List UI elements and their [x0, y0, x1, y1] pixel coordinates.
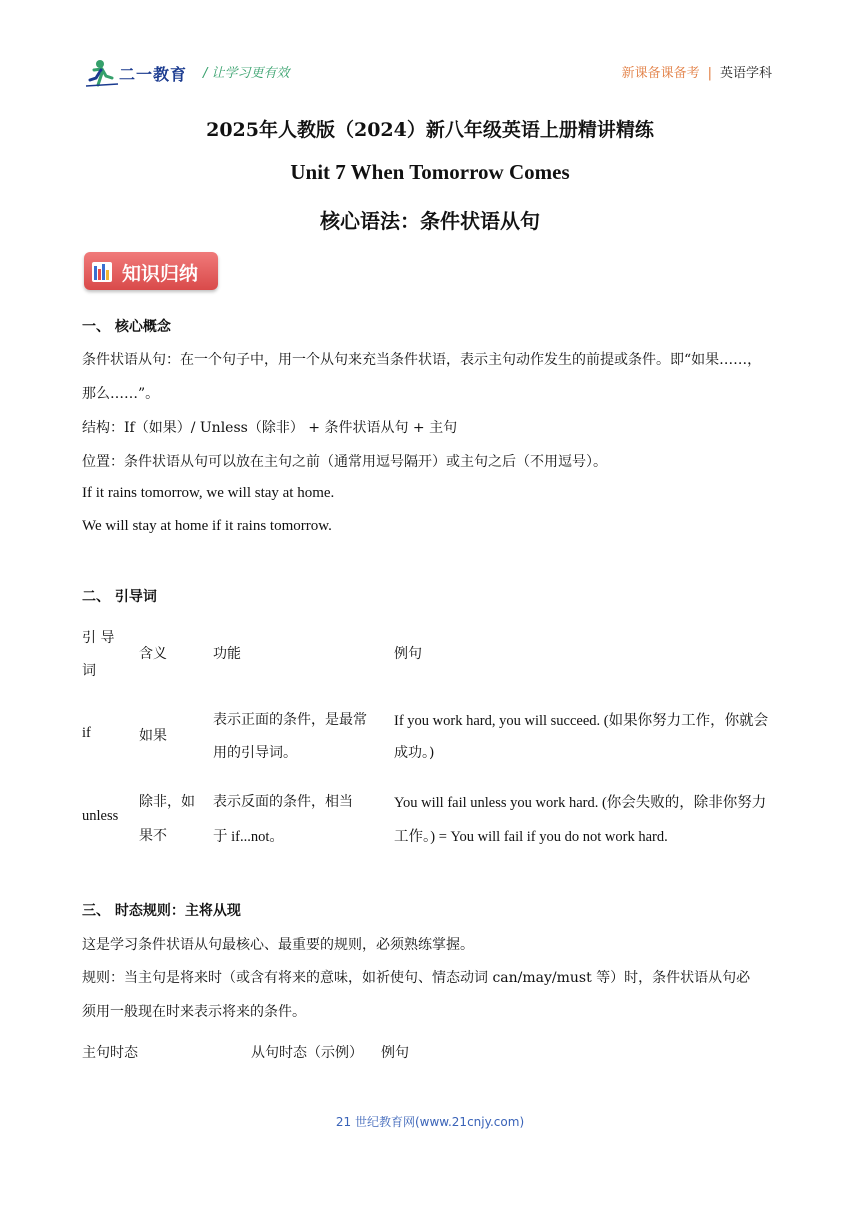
badge-label: 知识归纳	[122, 263, 199, 285]
table-cell-function: 表示反面的条件，相当	[213, 794, 353, 810]
book-icon	[90, 258, 114, 284]
table-cell-function: 表示正面的条件，是最常	[213, 712, 367, 728]
header-subject: 英语学科	[719, 66, 772, 81]
section1-heading: 一、 核心概念	[82, 319, 171, 335]
example-sentence-2: We will stay at home if it rains tomorrow.	[82, 518, 332, 534]
table-cell-meaning: 除非，如	[139, 794, 195, 810]
header-category: 新课备课备考	[621, 66, 700, 81]
footer-source: 21 世纪教育网(www.21cnjy.com)	[335, 1115, 525, 1129]
section2-heading: 二、 引导词	[82, 589, 157, 605]
table-header-function: 功能	[213, 646, 241, 662]
rule-line2: 须用一般现在时来表示将来的条件。	[82, 1004, 306, 1020]
position-line: 位置：条件状语从句可以放在主句之前（通常用逗号隔开）或主句之后（不用逗号）。	[82, 454, 607, 470]
table-header-meaning: 含义	[139, 646, 167, 662]
table-cell-example: You will fail unless you work hard. (你会失败的，除非你努力	[394, 795, 767, 811]
definition-line1: 条件状语从句：在一个句子中，用一个从句来充当条件状语，表示主句动作发生的前提或条件。即“如果……，	[82, 352, 762, 368]
brand-name: 二一教育	[119, 65, 188, 84]
table-header-word-top: 引 导	[82, 630, 115, 646]
table-cell-word: unless	[82, 808, 119, 824]
table-cell-function-cont: 于 if...not。	[213, 829, 284, 845]
table-cell-word: if	[82, 725, 91, 741]
rule-line1: 规则：当主句是将来时（或含有将来的意味，如祈使句、情态动词 can/may/must 等）时，条件状语从句必	[82, 970, 751, 986]
section3-heading: 三、 时态规则：主将从现	[82, 903, 241, 919]
grammar-title: 核心语法：条件状语从句	[320, 209, 540, 233]
example-sentence-1: If it rains tomorrow, we will stay at home.	[82, 485, 335, 501]
table-cell-example-cont: 成功。)	[394, 745, 435, 761]
header-right	[622, 62, 772, 81]
rule-intro: 这是学习条件状语从句最核心、最重要的规则，必须熟练掌握。	[82, 937, 474, 953]
table-cell-meaning-cont: 果不	[139, 828, 167, 844]
table-header-word-bottom: 词	[82, 663, 96, 679]
slogan: / 让学习更有效	[203, 66, 290, 81]
table-cell-example-cont: 工作。) = You will fail if you do not work hard.	[394, 829, 668, 845]
structure-line: 结构：If（如果）/ Unless（除非） + 条件状语从句 + 主句	[82, 420, 458, 436]
tense-table-header-main: 主句时态	[82, 1045, 138, 1061]
doc-title: 2025年人教版（2024）新八年级英语上册精讲精练	[206, 119, 654, 141]
table-header-example: 例句	[394, 646, 422, 662]
table-cell-example: If you work hard, you will succeed. (如果你努力工作，你就会	[394, 713, 769, 729]
unit-title: Unit 7 When Tomorrow Comes	[290, 160, 570, 184]
definition-line2: 那么……”。	[82, 386, 160, 402]
tense-table-header-clause: 从句时态（示例）	[251, 1045, 363, 1061]
table-cell-meaning: 如果	[139, 728, 167, 744]
table-cell-function-cont: 用的引导词。	[213, 745, 297, 761]
header-divider: |	[707, 66, 712, 81]
tense-table-header-example: 例句	[381, 1045, 409, 1061]
